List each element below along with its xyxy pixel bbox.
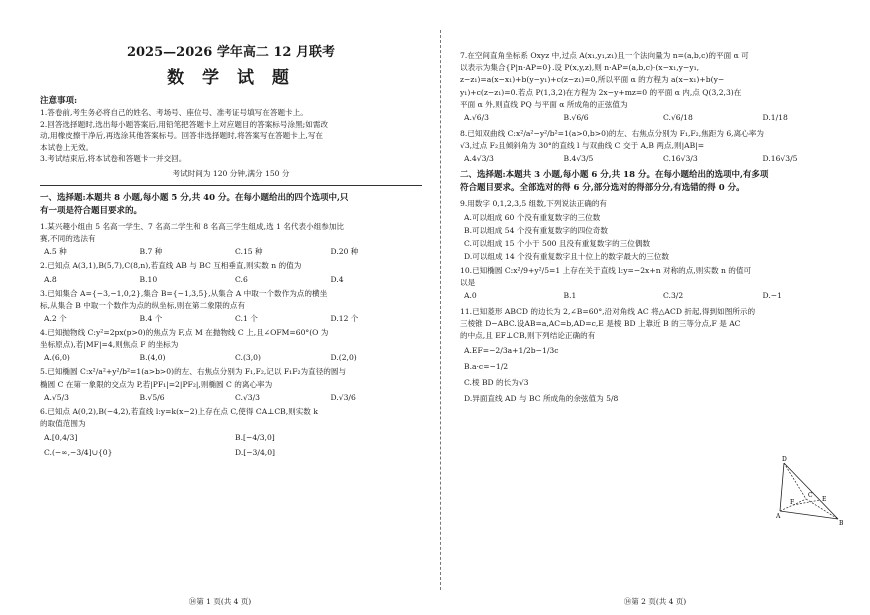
option-b: B.7 种 [139, 247, 163, 257]
option-b: B.√6/6 [563, 113, 589, 123]
question-6: 6.已知点 A(0,2),B(−4,2),若直线 l:y=k(x−2)上存在点 C,使得 CA⊥CB,则实数 k 的取值范围为 A.[0,4/3] B.[−4/3,0] C.(−∞,−3/4]∪{0} D.[−3/4,0] [40, 406, 422, 460]
option-b: B.4√3/5 [563, 154, 594, 164]
option-d: D.1/18 [762, 113, 788, 123]
edge-db [784, 463, 838, 519]
option-d: D.16√3/5 [762, 154, 798, 164]
section-heading: 二、选择题:本题共 3 小题,每小题 6 分,共 18 分。在每小题给出的选项中,有多项 符合题目要求。全部选对的得 6 分,部分选对的得部分分,有选错的得 0 分。 [460, 170, 769, 194]
option-c: C.16√3/3 [663, 154, 698, 164]
option-a: A.(6,0) [44, 353, 70, 363]
edge-ab [780, 511, 838, 519]
option-d: D.20 种 [330, 247, 359, 257]
option-d: D.可以组成 14 个没有重复数字且十位上的数字最大的三位数 [464, 251, 669, 261]
option-b: B.[−4/3,0] [235, 433, 275, 443]
segment-ef [793, 500, 820, 505]
subject-title: 数 学 试 题 [167, 68, 295, 88]
option-a: A.√6/3 [464, 113, 489, 123]
label-a: A [776, 513, 781, 520]
question-5: 5.已知椭圆 C:x²/a²+y²/b²=1(a>b>0)的左、右焦点分别为 F₁,F₂,记以 F₁F₂为直径的圆与 椭圆 C 在第一象限的交点为 P,若|PF₁|=2|PF₂|,则椭圆 C 的离心率为 A.√5/3 B.√5/6 C.√3/3 D.√3/6 [40, 366, 422, 403]
notes-heading: 注意事项: [40, 96, 78, 106]
option-c: C.15 种 [235, 247, 263, 257]
question-8: 8.已知双曲线 C:x²/a²−y²/b²=1(a>0,b>0)的左、右焦点分别为 F₁,F₂,焦距为 6,离心率为 √3,过点 F₂且倾斜角为 30°的直线 l 与双曲线 C 交于 A,B 两点,则|AB|= A.4√3/3 B.4√3/5 C.16√3/3 D.16√3/5 [460, 128, 858, 165]
option-c: C.可以组成 15 个小于 500 且没有重复数字的三位偶数 [464, 238, 651, 248]
option-d: D.12 个 [330, 313, 359, 323]
option-c: C.(3,0) [235, 353, 261, 363]
option-b: B.√5/6 [139, 392, 165, 402]
label-c: C [808, 492, 813, 499]
exam-time: 考试时间为 120 分钟,满分 150 分 [172, 168, 290, 178]
question-11: 11.已知菱形 ABCD 的边长为 2,∠B=60°,沿对角线 AC 将△ACD 折起,得到如图所示的 三棱锥 D−ABC.设AB=a,AC=b,AD=c,E 是棱 BD 上靠近 B 的三等分点,F 是 AC 的中点,且 EF⊥CB,则下列结论正确的有 A.EF=−2/3a+1/2b−1/3c B.a·c=−1/2 C.棱 BD 的长为√3 D.异面直线 AD 与 BC 所成角的余弦值为 5/8 [460, 306, 858, 407]
option-a: A.[0,4/3] [44, 433, 78, 443]
exam-page-2 [440, 0, 870, 615]
option-b: B.a·c=−1/2 [464, 361, 509, 371]
question-3: 3.已知集合 A={−3,−1,0,2},集合 B={−1,3,5},从集合 A 中取一个数作为点的横坐 标,从集合 B 中取一个数作为点的纵坐标,则在第二象限的点有 A.2 个 B.4 个 C.1 个 D.12 个 [40, 288, 422, 325]
note-line: 动,用橡皮擦干净后,再选涂其他答案标号。回答非选择题时,将答案写在答题卡上,写在 [40, 131, 324, 141]
option-a: A.0 [464, 291, 477, 301]
question-7: 7.在空间直角坐标系 Oxyz 中,过点 A(x₁,y₁,z₁)且一个法向量为 n=(a,b,c)的平面 α 可 以表示为集合{P|n·AP=0}.设 P(x,y,z),则 n·AP=(a,b,c)·(x−x₁,y−y₁, z−z₁)=a(x−x₁)+b(y−y₁)+c(z−z₁)=0,所以平面 α 的方程为 a(x−x₁)+b(y− y₁)+c(z−z₁)=0.若点 P(1,3,2)在方程为 2x−y+mz=0 的平面 α 内,点 Q(3,2,3)在 平面 α 外,则直线 PQ 与平面 α 所成角的正弦值为 A.√6/3 B.√6/6 C.√6/18 D.1/18 [460, 50, 858, 124]
note-line: 1.答卷前,考生务必将自己的姓名、考场号、座位号、准考证号填写在答题卡上。 [40, 108, 308, 117]
section-heading: 一、选择题:本题共 8 小题,每小题 5 分,共 40 分。在每小题给出的四个选项中,只 有一项是符合题目要求的。 [40, 192, 349, 216]
note-line: 3.考试结束后,将本试卷和答题卡一并交回。 [40, 154, 187, 164]
option-b: B.4 个 [139, 313, 163, 323]
question-10: 10.已知椭圆 C:x²/9+y²/5=1 上存在关于直线 l:y=−2x+n 对称的点,则实数 n 的值可 以是 A.0 B.1 C.3/2 D.−1 [460, 265, 858, 302]
option-d: D.(2,0) [330, 353, 357, 363]
exam-title: 2025—2026 学年高二 12 月联考 [126, 45, 336, 60]
option-c: C.6 [235, 274, 248, 284]
option-b: B.(4,0) [139, 353, 166, 363]
option-c: C.1 个 [235, 313, 258, 323]
page-footer: ⑭第 2 页(共 4 页) [623, 597, 687, 606]
option-a: A.EF=−2/3a+1/2b−1/3c [464, 345, 559, 355]
option-d: D.−1 [762, 291, 782, 301]
option-b: B.10 [139, 274, 158, 284]
option-d: D.[−3/4,0] [235, 448, 275, 458]
option-b: B.1 [563, 291, 577, 301]
divider-rule [40, 185, 422, 186]
label-e: E [822, 496, 827, 503]
option-c: C.√3/3 [235, 392, 261, 402]
label-d: D [782, 456, 787, 463]
edge-da [780, 463, 784, 511]
option-a: A.8 [44, 274, 57, 284]
note-line: 2.回答选择题时,选出每小题答案后,用铅笔把答题卡上对应题目的答案标号涂黑;如需改 [40, 119, 329, 129]
question-9: 9.用数字 0,1,2,3,5 组数,下列说法正确的有 A.可以组成 60 个没有重复数字的三位数 B.可以组成 54 个没有重复数字的四位奇数 C.可以组成 15 个小于 500 且没有重复数字的三位偶数 D.可以组成 14 个没有重复数字且十位上的数字最大的三位数 [460, 198, 858, 262]
tetrahedron-figure [776, 455, 856, 525]
option-a: A.2 个 [44, 313, 67, 323]
option-d: D.√3/6 [330, 392, 356, 402]
option-a: A.√5/3 [44, 392, 69, 402]
option-a: A.5 种 [44, 247, 67, 257]
option-c: C.√6/18 [663, 113, 693, 123]
option-b: B.可以组成 54 个没有重复数字的四位奇数 [464, 225, 608, 235]
option-d: D.4 [330, 274, 344, 284]
note-line: 本试卷上无效。 [40, 142, 94, 152]
option-a: A.4√3/3 [464, 154, 494, 164]
page-footer: ⑭第 1 页(共 4 页) [188, 597, 252, 606]
option-c: C.(−∞,−3/4]∪{0} [44, 448, 113, 458]
edge-dc [784, 463, 806, 499]
label-b: B [839, 520, 844, 525]
option-c: C.3/2 [663, 291, 684, 301]
label-f: F [790, 499, 795, 506]
question-1: 1.某兴趣小组由 5 名高一学生、7 名高二学生和 8 名高三学生组成,选 1 名代表小组参加比 赛,不同的选法有 A.5 种 B.7 种 C.15 种 D.20 种 [40, 221, 422, 258]
question-4: 4.已知抛物线 C:y²=2px(p>0)的焦点为 F,点 M 在抛物线 C 上,且∠OFM=60°(O 为 坐标原点),若|MF|=4,则焦点 F 的坐标为 A.(6,0) B.(4,0) C.(3,0) D.(2,0) [40, 327, 422, 364]
option-a: A.可以组成 60 个没有重复数字的三位数 [464, 212, 601, 222]
question-2: 2.已知点 A(3,1),B(5,7),C(8,n),若直线 AB 与 BC 互相垂直,则实数 n 的值为 A.8 B.10 C.6 D.4 [40, 260, 422, 285]
option-d: D.异面直线 AD 与 BC 所成角的余弦值为 5/8 [464, 393, 619, 403]
option-c: C.棱 BD 的长为√3 [464, 377, 529, 387]
